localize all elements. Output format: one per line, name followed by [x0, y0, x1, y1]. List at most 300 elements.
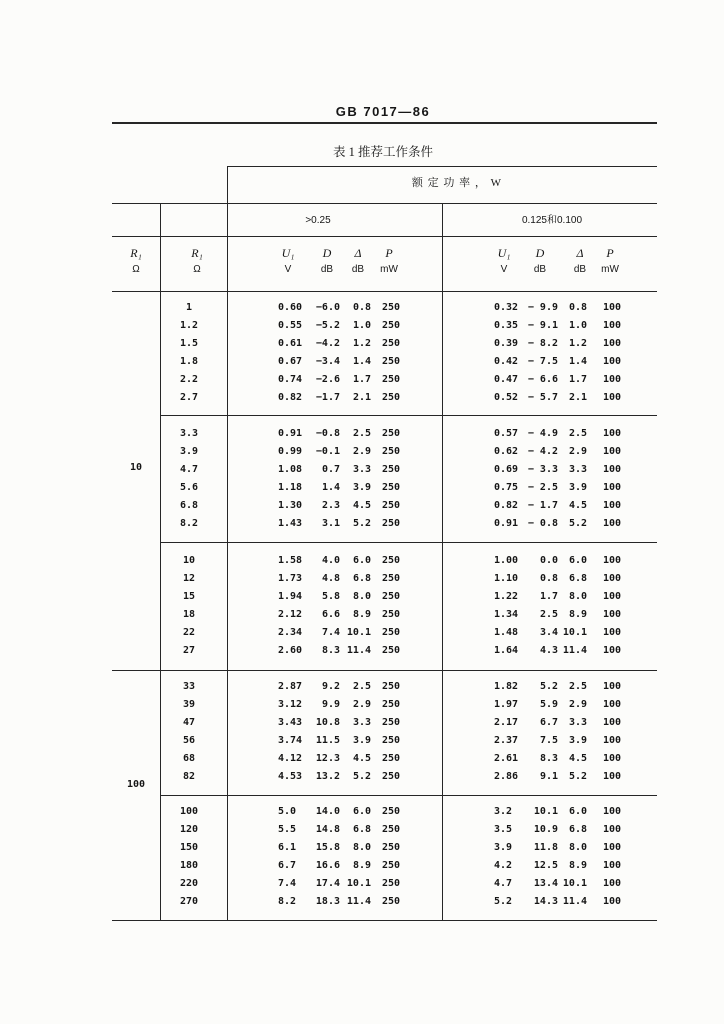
cell-delta-low-power: 8.9 — [568, 608, 587, 620]
table-row — [0, 680, 724, 694]
cell-p-high-power: 250 — [382, 590, 401, 602]
cell-d-low-power: 3.4 — [539, 626, 558, 638]
cell-d-high-power: −4.2 — [315, 337, 340, 349]
cell-r1: 8.2 — [179, 517, 199, 529]
header-symbol-d-low-power: D — [535, 246, 545, 260]
table-row — [0, 698, 724, 712]
cell-d-low-power: − 8.2 — [527, 337, 558, 349]
table-row — [0, 841, 724, 855]
cell-delta-low-power: 2.9 — [568, 698, 587, 710]
cell-p-low-power: 100 — [603, 517, 622, 529]
cell-d-low-power: 4.3 — [539, 644, 558, 656]
header-symbol-r1: R₁ — [191, 246, 203, 260]
cell-d-low-power: − 7.5 — [527, 355, 558, 367]
cell-r1: 3.3 — [179, 428, 199, 439]
cell-d-high-power: 16.6 — [315, 859, 340, 871]
cell-p-high-power: 250 — [382, 481, 401, 493]
cell-u1-high-power: 3.74 — [278, 734, 303, 746]
cell-u1-low-power: 1.64 — [494, 644, 519, 656]
cell-p-low-power: 100 — [603, 373, 622, 385]
cell-delta-high-power: 3.3 — [352, 463, 371, 475]
table-row — [0, 644, 724, 658]
cell-delta-high-power: 2.1 — [352, 391, 371, 403]
cell-p-low-power: 100 — [603, 859, 622, 871]
cell-u1-low-power: 1.22 — [494, 590, 519, 602]
cell-p-high-power: 250 — [382, 841, 401, 853]
cell-p-low-power: 100 — [603, 895, 622, 907]
cell-delta-high-power: 2.9 — [352, 445, 371, 457]
cell-p-low-power: 100 — [603, 716, 622, 728]
cell-u1-high-power: 0.55 — [278, 319, 303, 331]
cell-d-low-power: 1.7 — [539, 590, 558, 602]
cell-r1: 1.2 — [179, 319, 199, 331]
cell-u1-low-power: 4.2 — [494, 859, 513, 871]
cell-d-low-power: − 4.2 — [527, 445, 558, 457]
cell-d-low-power: − 4.9 — [527, 428, 558, 439]
cell-r1: 82 — [182, 770, 196, 782]
cell-delta-low-power: 2.9 — [568, 445, 587, 457]
cell-p-high-power: 250 — [382, 319, 401, 331]
cell-p-low-power: 100 — [603, 877, 622, 889]
cell-u1-low-power: 1.97 — [494, 698, 519, 710]
cell-u1-low-power: 0.69 — [494, 463, 519, 475]
cell-delta-high-power: 3.9 — [352, 481, 371, 493]
cell-delta-high-power: 2.5 — [352, 681, 371, 692]
table-row — [0, 734, 724, 748]
cell-r1: 27 — [182, 644, 196, 656]
cell-p-high-power: 250 — [382, 877, 401, 889]
cell-u1-low-power: 3.5 — [494, 823, 513, 835]
cell-d-low-power: 0.8 — [539, 572, 558, 584]
cell-d-low-power: − 1.7 — [527, 499, 558, 511]
cell-p-high-power: 250 — [382, 770, 401, 782]
cell-u1-high-power: 2.12 — [278, 608, 303, 620]
cell-u1-high-power: 0.74 — [278, 373, 303, 385]
cell-r1: 150 — [179, 841, 199, 853]
cell-delta-low-power: 4.5 — [568, 752, 587, 764]
cell-d-high-power: 6.6 — [321, 608, 340, 620]
cell-r1: 1.5 — [179, 337, 199, 349]
cell-p-high-power: 250 — [382, 608, 401, 620]
cell-u1-high-power: 3.43 — [278, 716, 303, 728]
table-row — [0, 608, 724, 622]
cell-d-high-power: 3.1 — [321, 517, 340, 529]
cell-u1-low-power: 0.57 — [494, 428, 519, 439]
cell-d-low-power: 7.5 — [539, 734, 558, 746]
cell-u1-low-power: 0.91 — [494, 517, 519, 529]
table-row — [0, 481, 724, 495]
cell-delta-high-power: 8.9 — [352, 608, 371, 620]
cell-d-low-power: 14.3 — [533, 895, 558, 907]
cell-u1-high-power: 4.53 — [278, 770, 303, 782]
cell-p-high-power: 250 — [382, 806, 401, 817]
table-row — [0, 337, 724, 351]
cell-p-low-power: 100 — [603, 734, 622, 746]
cell-u1-high-power: 3.12 — [278, 698, 303, 710]
cell-delta-high-power: 11.4 — [346, 644, 371, 656]
cell-p-low-power: 100 — [603, 572, 622, 584]
cell-u1-high-power: 6.7 — [278, 859, 297, 871]
cell-d-low-power: 2.5 — [539, 608, 558, 620]
header-symbol-u1-low-power: U₁ — [497, 246, 511, 260]
header-symbol-p-low-power: P — [606, 246, 614, 260]
cell-u1-low-power: 0.39 — [494, 337, 519, 349]
cell-r1: 120 — [179, 823, 199, 835]
cell-u1-high-power: 2.87 — [278, 681, 303, 692]
cell-delta-high-power: 10.1 — [346, 877, 371, 889]
cell-u1-high-power: 8.2 — [278, 895, 297, 907]
header-unit-p-high-power: mW — [380, 264, 398, 275]
cell-d-high-power: 9.9 — [321, 698, 340, 710]
cell-u1-low-power: 3.9 — [494, 841, 513, 853]
cell-delta-low-power: 10.1 — [562, 626, 587, 638]
cell-u1-low-power: 0.32 — [494, 302, 519, 313]
header-unit-u1-high-power: V — [284, 264, 292, 275]
cell-u1-high-power: 0.60 — [278, 302, 303, 313]
cell-d-high-power: 17.4 — [315, 877, 340, 889]
table-row — [0, 373, 724, 387]
cell-p-high-power: 250 — [382, 859, 401, 871]
cell-p-high-power: 250 — [382, 302, 401, 313]
table-rule — [160, 542, 657, 543]
cell-d-low-power: 11.8 — [533, 841, 558, 853]
cell-u1-low-power: 1.34 — [494, 608, 519, 620]
cell-p-low-power: 100 — [603, 770, 622, 782]
cell-d-high-power: −2.6 — [315, 373, 340, 385]
table-rule — [112, 203, 657, 204]
cell-delta-low-power: 1.4 — [568, 355, 587, 367]
cell-delta-low-power: 8.0 — [568, 590, 587, 602]
cell-delta-high-power: 1.7 — [352, 373, 371, 385]
cell-r1: 1 — [185, 302, 193, 313]
cell-delta-high-power: 0.8 — [352, 302, 371, 313]
cell-delta-low-power: 6.8 — [568, 823, 587, 835]
cell-delta-low-power: 11.4 — [562, 895, 587, 907]
cell-d-low-power: 6.7 — [539, 716, 558, 728]
table-row — [0, 427, 724, 441]
cell-delta-high-power: 4.5 — [352, 752, 371, 764]
cell-p-high-power: 250 — [382, 337, 401, 349]
cell-d-low-power: − 2.5 — [527, 481, 558, 493]
cell-u1-low-power: 5.2 — [494, 895, 513, 907]
table-rule — [112, 236, 657, 237]
cell-u1-low-power: 0.35 — [494, 319, 519, 331]
cell-p-high-power: 250 — [382, 823, 401, 835]
cell-u1-high-power: 1.43 — [278, 517, 303, 529]
cell-p-low-power: 100 — [603, 337, 622, 349]
cell-u1-low-power: 2.61 — [494, 752, 519, 764]
cell-delta-high-power: 2.5 — [352, 428, 371, 439]
cell-d-low-power: − 5.7 — [527, 391, 558, 403]
cell-d-high-power: 8.3 — [321, 644, 340, 656]
cell-u1-low-power: 0.62 — [494, 445, 519, 457]
cell-p-low-power: 100 — [603, 302, 622, 313]
cell-p-high-power: 250 — [382, 391, 401, 403]
cell-u1-low-power: 1.10 — [494, 572, 519, 584]
cell-d-high-power: 7.4 — [321, 626, 340, 638]
cell-delta-low-power: 6.0 — [568, 555, 587, 566]
cell-r1: 3.9 — [179, 445, 199, 457]
cell-p-low-power: 100 — [603, 463, 622, 475]
cell-p-high-power: 250 — [382, 734, 401, 746]
cell-delta-low-power: 4.5 — [568, 499, 587, 511]
cell-u1-high-power: 1.30 — [278, 499, 303, 511]
cell-u1-low-power: 0.52 — [494, 391, 519, 403]
cell-d-low-power: 8.3 — [539, 752, 558, 764]
cell-p-low-power: 100 — [603, 391, 622, 403]
cell-u1-high-power: 1.18 — [278, 481, 303, 493]
cell-delta-low-power: 6.8 — [568, 572, 587, 584]
cell-delta-high-power: 2.9 — [352, 698, 371, 710]
cell-d-low-power: 9.1 — [539, 770, 558, 782]
cell-d-high-power: 12.3 — [315, 752, 340, 764]
cell-p-high-power: 250 — [382, 626, 401, 638]
cell-delta-high-power: 3.3 — [352, 716, 371, 728]
cell-u1-low-power: 0.82 — [494, 499, 519, 511]
table-row — [0, 499, 724, 513]
header-unit-u1-low-power: V — [500, 264, 508, 275]
cell-d-high-power: −5.2 — [315, 319, 340, 331]
table-row — [0, 877, 724, 891]
cell-d-high-power: 2.3 — [321, 499, 340, 511]
table-row — [0, 626, 724, 640]
cell-d-high-power: 15.8 — [315, 841, 340, 853]
cell-delta-low-power: 6.0 — [568, 806, 587, 817]
cell-p-high-power: 250 — [382, 517, 401, 529]
cell-p-high-power: 250 — [382, 716, 401, 728]
cell-u1-high-power: 1.08 — [278, 463, 303, 475]
cell-delta-low-power: 2.1 — [568, 391, 587, 403]
header-unit-delta-low-power: dB — [573, 264, 587, 275]
group-r1-label: 100 — [126, 779, 146, 790]
table-row — [0, 823, 724, 837]
cell-d-high-power: −6.0 — [315, 302, 340, 313]
cell-p-low-power: 100 — [603, 590, 622, 602]
cell-d-low-power: 12.5 — [533, 859, 558, 871]
cell-delta-low-power: 1.7 — [568, 373, 587, 385]
cell-r1: 2.2 — [179, 373, 199, 385]
cell-r1: 6.8 — [179, 499, 199, 511]
cell-d-low-power: 13.4 — [533, 877, 558, 889]
cell-delta-low-power: 0.8 — [568, 302, 587, 313]
header-symbol-u1-high-power: U₁ — [281, 246, 295, 260]
cell-d-high-power: 14.0 — [315, 806, 340, 817]
table-row — [0, 752, 724, 766]
cell-r1: 18 — [182, 608, 196, 620]
cell-d-high-power: 9.2 — [321, 681, 340, 692]
cell-p-high-power: 250 — [382, 698, 401, 710]
cell-p-low-power: 100 — [603, 555, 622, 566]
cell-d-high-power: 13.2 — [315, 770, 340, 782]
cell-delta-high-power: 8.0 — [352, 590, 371, 602]
cell-p-low-power: 100 — [603, 644, 622, 656]
cell-p-low-power: 100 — [603, 499, 622, 511]
cell-d-low-power: 0.0 — [539, 555, 558, 566]
cell-r1: 47 — [182, 716, 196, 728]
cell-p-low-power: 100 — [603, 319, 622, 331]
cell-u1-high-power: 0.82 — [278, 391, 303, 403]
cell-u1-low-power: 1.00 — [494, 555, 519, 566]
table-rule — [112, 920, 657, 921]
header-unit-d-high-power: dB — [320, 264, 334, 275]
table-row — [0, 590, 724, 604]
cell-p-low-power: 100 — [603, 608, 622, 620]
table-row — [0, 770, 724, 784]
cell-r1: 220 — [179, 877, 199, 889]
cell-delta-high-power: 4.5 — [352, 499, 371, 511]
cell-d-high-power: 4.8 — [321, 572, 340, 584]
cell-r1: 2.7 — [179, 391, 199, 403]
cell-r1: 4.7 — [179, 463, 199, 475]
cell-d-high-power: 10.8 — [315, 716, 340, 728]
cell-delta-low-power: 11.4 — [562, 644, 587, 656]
cell-delta-high-power: 8.9 — [352, 859, 371, 871]
cell-u1-high-power: 0.91 — [278, 428, 303, 439]
cell-p-high-power: 250 — [382, 463, 401, 475]
cell-delta-high-power: 6.8 — [352, 572, 371, 584]
cell-d-low-power: 10.1 — [533, 806, 558, 817]
table-row — [0, 517, 724, 531]
cell-p-high-power: 250 — [382, 644, 401, 656]
cell-delta-high-power: 6.0 — [352, 806, 371, 817]
cell-d-high-power: 1.4 — [321, 481, 340, 493]
table-rule — [160, 415, 657, 416]
table-row — [0, 716, 724, 730]
power-group-high: >0.25 — [305, 215, 331, 226]
table-rule — [112, 291, 657, 292]
table-row — [0, 301, 724, 315]
cell-u1-high-power: 2.60 — [278, 644, 303, 656]
cell-u1-low-power: 2.17 — [494, 716, 519, 728]
header-symbol-p-high-power: P — [385, 246, 393, 260]
cell-d-high-power: −0.1 — [315, 445, 340, 457]
table-rule — [160, 795, 657, 796]
cell-d-high-power: −1.7 — [315, 391, 340, 403]
cell-delta-high-power: 6.8 — [352, 823, 371, 835]
cell-d-high-power: 4.0 — [321, 555, 340, 566]
rated-power-header: 额 定 功 率 ， W — [411, 177, 503, 189]
cell-delta-low-power: 5.2 — [568, 770, 587, 782]
header-symbol-delta-high-power: Δ — [354, 246, 362, 260]
cell-r1: 270 — [179, 895, 199, 907]
cell-delta-low-power: 1.0 — [568, 319, 587, 331]
cell-d-high-power: 5.8 — [321, 590, 340, 602]
cell-d-high-power: 0.7 — [321, 463, 340, 475]
cell-p-high-power: 250 — [382, 752, 401, 764]
cell-delta-high-power: 1.0 — [352, 319, 371, 331]
cell-p-low-power: 100 — [603, 681, 622, 692]
table-row — [0, 319, 724, 333]
cell-u1-high-power: 0.67 — [278, 355, 303, 367]
header-rule — [112, 122, 657, 124]
header-unit-r1: Ω — [193, 264, 201, 275]
cell-p-high-power: 250 — [382, 445, 401, 457]
header-symbol-r1-group: R₁ — [130, 246, 142, 260]
cell-p-high-power: 250 — [382, 681, 401, 692]
cell-p-low-power: 100 — [603, 481, 622, 493]
header-unit-r1-group: Ω — [132, 264, 140, 275]
cell-u1-low-power: 1.48 — [494, 626, 519, 638]
header-unit-delta-high-power: dB — [351, 264, 365, 275]
cell-delta-low-power: 3.9 — [568, 734, 587, 746]
cell-u1-high-power: 1.94 — [278, 590, 303, 602]
cell-d-high-power: −3.4 — [315, 355, 340, 367]
cell-delta-low-power: 1.2 — [568, 337, 587, 349]
cell-p-low-power: 100 — [603, 806, 622, 817]
cell-r1: 5.6 — [179, 481, 199, 493]
cell-d-low-power: − 0.8 — [527, 517, 558, 529]
cell-delta-low-power: 8.0 — [568, 841, 587, 853]
cell-p-high-power: 250 — [382, 895, 401, 907]
cell-delta-high-power: 11.4 — [346, 895, 371, 907]
cell-d-high-power: 18.3 — [315, 895, 340, 907]
group-r1-label: 10 — [129, 462, 143, 473]
cell-d-low-power: − 9.1 — [527, 319, 558, 331]
cell-u1-high-power: 0.99 — [278, 445, 303, 457]
cell-delta-low-power: 3.3 — [568, 716, 587, 728]
table-row — [0, 445, 724, 459]
cell-delta-high-power: 8.0 — [352, 841, 371, 853]
cell-p-high-power: 250 — [382, 555, 401, 566]
cell-u1-high-power: 2.34 — [278, 626, 303, 638]
cell-p-low-power: 100 — [603, 823, 622, 835]
cell-d-high-power: 14.8 — [315, 823, 340, 835]
cell-d-low-power: − 3.3 — [527, 463, 558, 475]
cell-delta-low-power: 3.3 — [568, 463, 587, 475]
cell-r1: 180 — [179, 859, 199, 871]
table-row — [0, 895, 724, 909]
cell-d-low-power: − 9.9 — [527, 302, 558, 313]
cell-r1: 100 — [179, 806, 199, 817]
cell-delta-low-power: 8.9 — [568, 859, 587, 871]
table-rule — [112, 670, 657, 671]
cell-d-high-power: 11.5 — [315, 734, 340, 746]
cell-u1-high-power: 0.61 — [278, 337, 303, 349]
cell-u1-high-power: 5.5 — [278, 823, 297, 835]
cell-u1-high-power: 7.4 — [278, 877, 297, 889]
cell-p-high-power: 250 — [382, 499, 401, 511]
cell-u1-high-power: 5.0 — [278, 806, 297, 817]
cell-p-low-power: 100 — [603, 752, 622, 764]
header-unit-d-low-power: dB — [533, 264, 547, 275]
standard-number: GB 7017—86 — [335, 104, 431, 119]
cell-u1-low-power: 4.7 — [494, 877, 513, 889]
cell-d-low-power: − 6.6 — [527, 373, 558, 385]
table-row — [0, 355, 724, 369]
cell-delta-low-power: 2.5 — [568, 428, 587, 439]
cell-u1-low-power: 0.75 — [494, 481, 519, 493]
cell-r1: 22 — [182, 626, 196, 638]
cell-u1-low-power: 2.37 — [494, 734, 519, 746]
cell-p-high-power: 250 — [382, 572, 401, 584]
header-symbol-d-high-power: D — [322, 246, 332, 260]
cell-u1-high-power: 1.58 — [278, 555, 303, 566]
cell-p-low-power: 100 — [603, 428, 622, 439]
cell-p-low-power: 100 — [603, 445, 622, 457]
cell-p-low-power: 100 — [603, 698, 622, 710]
cell-r1: 15 — [182, 590, 196, 602]
cell-r1: 33 — [182, 681, 196, 692]
cell-delta-high-power: 10.1 — [346, 626, 371, 638]
table-row — [0, 391, 724, 405]
cell-r1: 68 — [182, 752, 196, 764]
cell-d-low-power: 5.9 — [539, 698, 558, 710]
cell-u1-high-power: 4.12 — [278, 752, 303, 764]
cell-u1-low-power: 0.47 — [494, 373, 519, 385]
table-rule — [227, 166, 657, 167]
cell-u1-low-power: 0.42 — [494, 355, 519, 367]
cell-delta-low-power: 10.1 — [562, 877, 587, 889]
